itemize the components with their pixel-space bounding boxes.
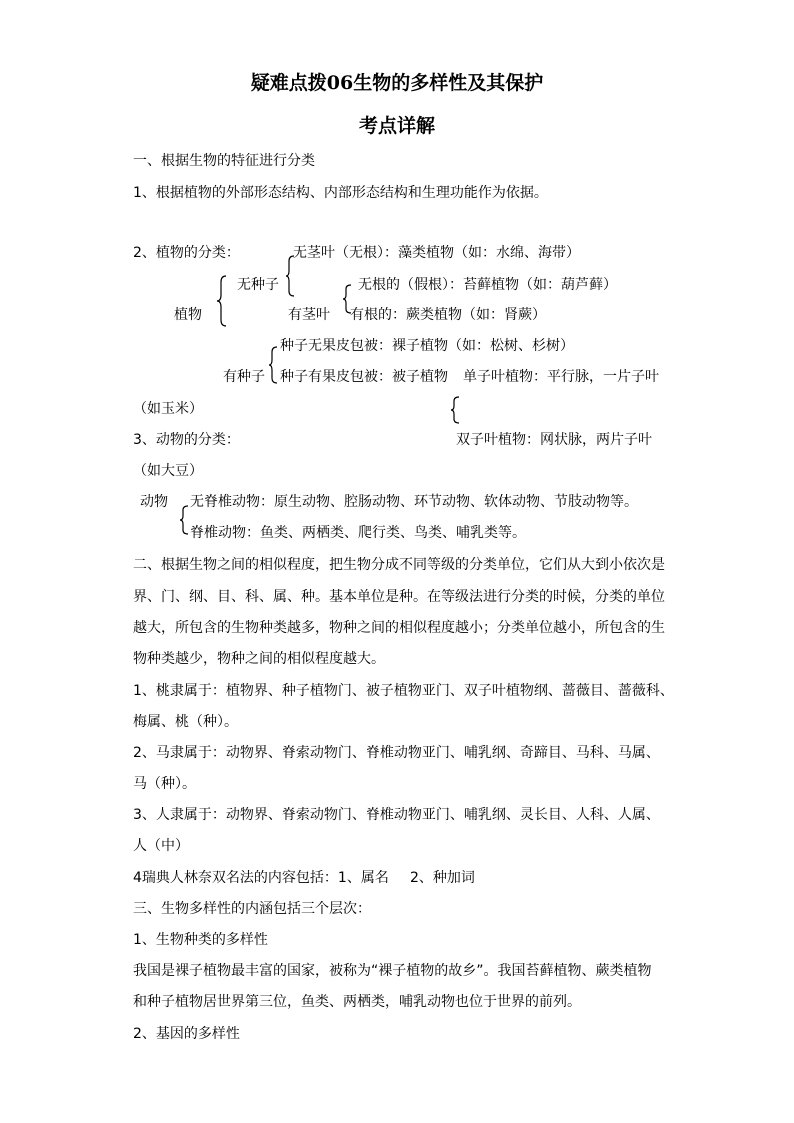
animal-classification-label: 3、动物的分类：	[133, 432, 240, 448]
brace-has-seed	[268, 346, 280, 384]
peach-line-1: 1、桃隶属于：植物界、种子植物门、被子植物亚门、双子叶植物纲、蔷薇目、蔷薇科、	[133, 683, 674, 699]
brace-has-stem-leaf	[342, 284, 354, 314]
section2-line-1: 二、根据生物之间的相似程度，把生物分成不同等级的分类单位，它们从大到小依次是	[133, 557, 665, 573]
tree-node-no-seed: 无种子	[237, 277, 279, 293]
dicot-example: （如大豆）	[133, 463, 203, 479]
tree-node-invertebrate: 无脊椎动物：原生动物、腔肠动物、环节动物、软体动物、节肢动物等。	[190, 494, 638, 510]
species-line-1: 我国是裸子植物最丰富的国家，被称为“裸子植物的故乡”。我国苔藓植物、蕨类植物	[133, 963, 652, 979]
page-title: 疑难点拨06生物的多样性及其保护	[250, 72, 544, 94]
tree-node-angiosperm: 种子有果皮包被：被子植物	[280, 369, 448, 385]
tree-node-vertebrate: 脊椎动物：鱼类、两栖类、爬行类、鸟类、哺乳类等。	[190, 525, 526, 541]
subheading-species-diversity: 1、生物种类的多样性	[133, 932, 268, 948]
tree-node-has-stem-leaf: 有茎叶	[288, 307, 330, 323]
tree-node-animal: 动物	[140, 494, 168, 510]
human-line-2: 人（中）	[133, 838, 189, 854]
section-heading-1: 一、根据生物的特征进行分类	[133, 153, 315, 169]
tree-node-monocot: 单子叶植物：平行脉，一片子叶	[463, 369, 659, 385]
species-line-2: 和种子植物居世界第三位，鱼类、两栖类，哺乳动物也位于世界的前列。	[133, 994, 581, 1010]
human-line-1: 3、人隶属于：动物界、脊索动物门、脊椎动物亚门、哺乳纲、灵长目、人科、人属、	[133, 807, 660, 823]
brace-plant	[216, 275, 230, 327]
paragraph-plant-basis: 1、根据植物的外部形态结构、内部形态结构和生理功能作为依据。	[133, 185, 548, 201]
binomial-lead: 4瑞典人林奈双名法的内容包括：1、属名	[133, 870, 389, 886]
tree-node-no-stem-leaf: 无茎叶（无根）：藻类植物（如：水绵、海带）	[293, 245, 580, 261]
plant-classification-label: 2、植物的分类：	[133, 245, 240, 261]
tree-node-gymnosperm: 种子无果皮包被：裸子植物（如：松树、杉树）	[280, 338, 574, 354]
binomial-second: 2、种加词	[410, 870, 475, 886]
brace-animal	[179, 505, 191, 535]
subheading-gene-diversity: 2、基因的多样性	[133, 1026, 240, 1042]
section2-line-3: 越大，所包含的生物种类越多，物种之间的相似程度越小；分类单位越小，所包含的生	[133, 620, 665, 636]
tree-node-has-seed: 有种子	[223, 369, 265, 385]
horse-line-2: 马（种）。	[133, 776, 196, 792]
monocot-example: （如玉米）	[133, 401, 203, 417]
peach-line-2: 梅属、桃（种）。	[133, 714, 238, 730]
section2-line-2: 界、门、纲、目、科、属、种。基本单位是种。在等级法进行分类的时候，分类的单位	[133, 589, 665, 605]
tree-node-false-root: 无根的（假根）：苔藓植物（如：葫芦藓）	[358, 277, 617, 293]
section2-line-4: 物种类越少，物种之间的相似程度越大。	[133, 651, 385, 667]
tree-node-dicot: 双子叶植物：网状脉，两片子叶	[456, 432, 652, 448]
brace-angiosperm	[450, 396, 462, 424]
section-heading-3: 三、生物多样性的内涵包括三个层次：	[133, 901, 371, 917]
tree-node-true-root: 有根的：蕨类植物（如：肾蕨）	[350, 307, 546, 323]
brace-no-seed	[285, 255, 297, 297]
section-title: 考点详解	[358, 115, 435, 137]
horse-line-1: 2、马隶属于：动物界、脊索动物门、脊椎动物亚门、哺乳纲、奇蹄目、马科、马属、	[133, 745, 660, 761]
tree-node-plant: 植物	[174, 307, 202, 323]
